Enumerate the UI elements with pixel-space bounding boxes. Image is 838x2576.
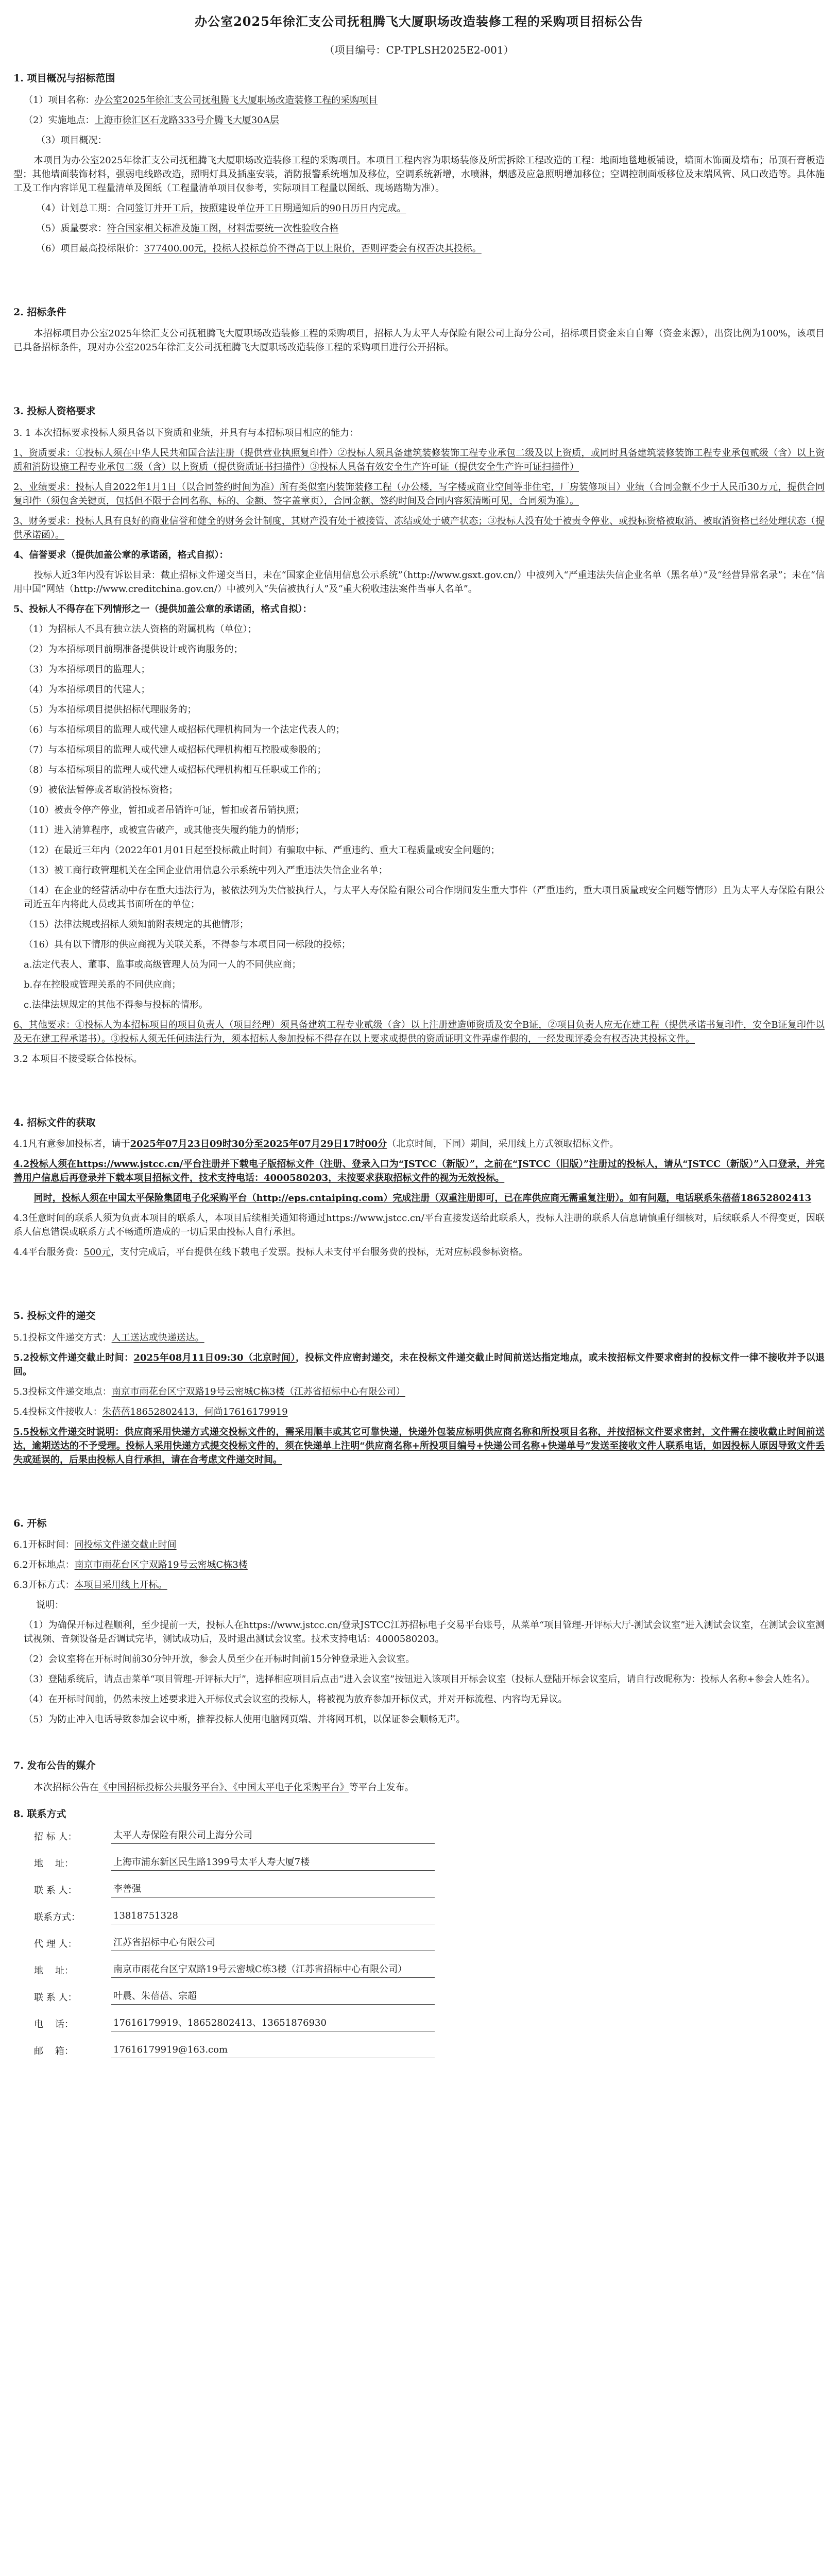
contact-person-rule: 4.3任意时间的联系人须为负责本项目的联系人，本项目后续相关通知将通过https://www.jstcc.cn/平台直接发送给此联系人，投标人注册的联系人信息请慎重仔细核对，后续联系人不得变更，因联系人信息错误或联系方式不畅通所造成的一切后果由投标人自行承担。 (13, 1213, 825, 1238)
open-time-label: 6.1开标时间： (13, 1539, 75, 1550)
project-number: （项目编号：CP-TPLSH2025E2-001） (324, 44, 514, 56)
submit-method-line (13, 1331, 825, 1345)
open-note-item: （5）为防止冲入电话导致参加会议中断，推荐投标人使用电脑网页端、并将网耳机，以保证参会顺畅无声。 (24, 1714, 466, 1725)
submit-receiver-label: 5.4投标文件接收人： (13, 1406, 102, 1417)
submit-notes: 5.5投标文件递交时说明：供应商采用快递方式递交投标文件的，需采用顺丰或其它可靠快递，快递外包装应标明供应商名称和所投项目名称，并按招标文件要求密封，文件需在接收截止时间前送达，逾期送达的不予受理。投标人采用快递方式提交投标文件的，须在快递单上注明“供应商名称+所投项目编号+快递公司名称+快递单号”发送至接收文件人联系电话，如因投标人原因导致文件丢失或延误的，后果由投标人自行承担，请在合考虑文件递交时间。 (13, 1426, 825, 1465)
qualification-exclusion-head: 5、投标人不得存在下列情形之一（提供加盖公章的承诺函，格式自拟）： (13, 603, 312, 615)
contact-value: 李善强 (111, 1882, 435, 1897)
contact-label: 电 话： (34, 2019, 74, 2030)
platform-register-text: 4.2投标人须在https://www.jstcc.cn/平台注册并下载电子版招标文件（注册、登录入口为“JSTCC（新版）”，之前在“JSTCC（旧版）”注册过的投标人，请从“JSTCC（新版）”入口登录，并完善用户信息后再登录并下载本项目招标文件，技术支持电话：4000580203，未按要求获取招标文件的视为无效投标。 (13, 1159, 825, 1183)
open-note-item: （4）在开标时间前，仍然未按上述要求进入开标仪式会议室的投标人，将被视为放弃参加开标仪式，并对开标流程、内容均无异议。 (24, 1694, 568, 1705)
section-3-heading: 3. 投标人资格要求 (13, 405, 96, 417)
contact-row (34, 2016, 825, 2031)
media-value: 《中国招标投标公共服务平台》、《中国太平电子化采购平台》 (98, 1782, 349, 1793)
price-limit-line (13, 242, 825, 256)
contact-label: 地 址： (34, 1858, 74, 1869)
project-name-value: 办公室2025年徐汇支公司抚租腾飞大厦职场改造装修工程的采购项目 (94, 94, 378, 106)
doc-period-value: 2025年07月23日09时30分至2025年07月29日17时00分 (130, 1139, 387, 1149)
contact-label: 邮 箱： (34, 2046, 74, 2057)
contact-value: 江苏省招标中心有限公司 (111, 1936, 435, 1951)
eps-register-text: 同时，投标人须在中国太平保险集团电子化采购平台（http://eps.cntaiping.com）完成注册（双重注册即可，已在库供应商无需重复注册）。如有问题，电话联系朱蓓蓓18652802413 (33, 1193, 812, 1204)
contact-row (34, 1882, 825, 1897)
open-place-label: 6.2开标地点： (13, 1560, 75, 1570)
contact-value: 南京市雨花台区宁双路19号云密城C栋3楼（江苏省招标中心有限公司） (111, 1962, 435, 1978)
exclusion-item: b.存在控股或管理关系的不同供应商； (24, 979, 181, 990)
contact-value: 叶晨、朱蓓蓓、宗超 (111, 1989, 435, 2005)
qualification-credit-body: 投标人近3年内没有诉讼目录：截止招标文件递交当日，未在“国家企业信用信息公示系统”（http://www.gsxt.gov.cn/）中被列入“严重违法失信企业名单（黑名单）”及“经营异常名录”；未在“信用中国”网站（http://www.creditchina.gov.cn/）中被列入“失信被执行人”及“重大税收违法案件当事人名单”。 (13, 569, 825, 595)
service-fee-line (13, 1245, 825, 1259)
location-label: （2）实施地点： (24, 114, 95, 126)
exclusion-item: （8）与本招标项目的监理人或代建人或招标代理机构相互任职或工作的； (24, 764, 327, 775)
exclusion-item: （2）为本招标项目前期准备提供设计或咨询服务的； (24, 643, 243, 655)
quality-label: （5）质量要求： (36, 223, 107, 234)
submit-deadline-tail: ，投标文件应密封递交，未在投标文件递交截止时间前送达指定地点，或未按招标文件要求密封的投标文件一律不接收并予以退回。 (13, 1352, 825, 1377)
doc-period-tail: （北京时间，下同）期间，采用线上方式领取招标文件。 (387, 1139, 619, 1149)
price-limit-label: （6）项目最高投标限价： (36, 243, 144, 254)
section-7-heading: 7. 发布公告的媒介 (13, 1760, 96, 1771)
submit-deadline-line (13, 1351, 825, 1379)
submit-method-label: 5.1投标文件递交方式： (13, 1332, 112, 1343)
location-value: 上海市徐汇区石龙路333号介腾飞大厦30A层 (94, 114, 279, 126)
submit-place-label: 5.3投标文件递交地点： (13, 1386, 112, 1397)
contact-label: 联系方式： (34, 1912, 80, 1923)
exclusion-item: （10）被责令停产停业，暂扣或者吊销许可证，暂扣或者吊销执照； (24, 804, 304, 816)
contact-list (13, 1828, 825, 2058)
exclusion-list (13, 622, 825, 1012)
contact-row (34, 2043, 825, 2058)
open-note-item: （2）会议室将在开标时间前30分钟开放，参会人员至少在开标时间前15分钟登录进入会议室。 (24, 1654, 415, 1665)
open-method-line (13, 1578, 825, 1592)
contact-label: 代 理 人： (34, 1939, 77, 1950)
contact-row (34, 1962, 825, 1978)
qualification-performance: 2、业绩要求：投标人自2022年1月1日（以合同签约时间为准）所有类似室内装饰装修工程（办公楼，写字楼或商业空间等非住宅，厂房装修项目）业绩（合同金额不少于人民币30万元，提供合同复印件（须包含关键页，包括但不限于合同名称、标的、金额、签字盖章页），合同金额、签约时间及合同内容须清晰可见，合同须为准）。 (13, 481, 825, 506)
media-tail: 等平台上发布。 (349, 1782, 414, 1793)
exclusion-item: （7）与本招标项目的监理人或代建人或招标代理机构相互控股或参股的； (24, 744, 327, 755)
open-method-value: 本项目采用线上开标。 (74, 1580, 167, 1590)
exclusion-item: c.法律法规规定的其他不得参与投标的情形。 (24, 999, 208, 1010)
duration-value: 合同签订并开工后，按照建设单位开工日期通知后的90日历日内完成。 (116, 202, 406, 214)
qualification-cert: 1、资质要求：①投标人须在中华人民共和国合法注册（提供营业执照复印件）②投标人须具备建筑装修装饰工程专业承包二级及以上资质，或同时具备建筑装修装饰工程专业承包贰级（含）以上资质和消防设施工程专业承包二级（含）以上资质（提供资质证书扫描件）③投标人具备有效安全生产许可证（提供安全生产许可证扫描件） (13, 447, 825, 472)
exclusion-item: （3）为本招标项目的监理人； (24, 664, 150, 675)
project-name-label: （1）项目名称： (24, 94, 95, 106)
contact-label: 联 系 人： (34, 1992, 77, 2003)
open-note-item: （1）为确保开标过程顺利，至少提前一天，投标人在https://www.jstcc.cn/登录JSTCC江苏招标电子交易平台账号，从菜单“项目管理-开评标大厅-测试会议室”进入测试会议室，在测试会议室测试视频、音频设备是否调试完毕，测试成功后，及时退出测试会议室。技术支持电话：4000580203。 (24, 1620, 825, 1645)
conditions-body: 本招标项目办公室2025年徐汇支公司抚租腾飞大厦职场改造装修工程的采购项目，招标人为太平人寿保险有限公司上海分公司，招标项目资金来自自筹（资金来源），出资比例为100%，该项目已具备招标条件，现对办公室2025年徐汇支公司抚租腾飞大厦职场改造装修工程的采购项目进行公开招标。 (13, 328, 825, 353)
submit-deadline-label: 5.2投标文件递交截止时间： (13, 1352, 134, 1363)
media-label: 本次招标公告在 (33, 1782, 99, 1793)
contact-value: 上海市浦东新区民生路1399号太平人寿大厦7楼 (111, 1855, 435, 1871)
contact-value: 17616179919、18652802413、13651876930 (111, 2016, 435, 2031)
exclusion-item: （15）法律法规或招标人须知前附表规定的其他情形； (24, 919, 249, 930)
price-limit-value: 377400.00元，投标人投标总价不得高于以上限价，否则评委会有权否决其投标。 (144, 243, 482, 254)
submit-deadline-value: 2025年08月11日09:30（北京时间） (133, 1352, 296, 1363)
exclusion-item: （6）与本招标项目的监理人或代建人或招标代理机构同为一个法定代表人的； (24, 724, 345, 735)
exclusion-item: （9）被依法暂停或者取消投标资格； (24, 784, 178, 795)
open-time-value: 同投标文件递交截止时间 (74, 1539, 177, 1550)
open-place-value: 南京市雨花台区宁双路19号云密城C栋3楼 (74, 1560, 248, 1570)
no-consortium: 3.2 本项目不接受联合体投标。 (13, 1053, 143, 1064)
contact-label: 联 系 人： (34, 1885, 77, 1896)
contact-row (34, 1855, 825, 1871)
doc-title: 办公室2025年徐汇支公司抚租腾飞大厦职场改造装修工程的采购项目招标公告 (195, 14, 643, 29)
exclusion-item: （1）为招标人不具有独立法人资格的附属机构（单位）； (24, 623, 257, 635)
open-time-line (13, 1538, 825, 1552)
section-2-heading: 2. 招标条件 (13, 306, 66, 318)
open-method-label: 6.3开标方式： (13, 1580, 75, 1590)
contact-label: 地 址： (34, 1965, 74, 1976)
exclusion-item: （12）在最近三年内（2022年01月01日起至投标截止时间）有骗取中标、严重违约、重大工程质量或安全问题的； (24, 844, 500, 856)
qualification-intro: 3. 1 本次招标要求投标人须具备以下资质和业绩，并具有与本招标项目相应的能力： (13, 427, 359, 438)
exclusion-item: （5）为本招标项目提供招标代理服务的； (24, 704, 197, 715)
qualification-finance: 3、财务要求：投标人具有良好的商业信誉和健全的财务会计制度，其财产没有处于被接管、冻结或处于破产状态；③投标人没有处于被责令停业、或投标资格被取消、被取消资格已经处理状态（提供承诺函）。 (13, 515, 825, 540)
contact-value: 13818751328 (111, 1909, 435, 1924)
doc-period-label: 4.1凡有意参加投标者，请于 (13, 1139, 130, 1149)
section-1-heading: 1. 项目概况与招标范围 (13, 73, 115, 84)
submit-method-value: 人工送达或快递送达。 (111, 1332, 204, 1343)
overview-body: 本项目为办公室2025年徐汇支公司抚租腾飞大厦职场改造装修工程的采购项目。本项目工程内容为职场装修及所需拆除工程改造的工程：地面地毯地板铺设，墙面木饰面及墙布；吊顶石膏板造型；其他墙面装饰材料，强弱电线路改造，照明灯具及插座安装，消防报警系统增加及移位，空调系统新增，水喷淋，烟感及应急照明增加移位；空调控制面板移位及末端风管、风口改造等。具体施工及工作内容详见工程量清单及图纸（工程量清单项目仅参考，实际项目工程量以图纸、现场踏勘为准）。 (13, 155, 825, 194)
exclusion-item: （13）被工商行政管理机关在全国企业信用信息公示系统中列入严重违法失信企业名单； (24, 865, 388, 876)
contact-row (34, 1909, 825, 1924)
qualification-credit-head: 4、信誉要求（提供加盖公章的承诺函，格式自拟）： (13, 549, 229, 561)
submit-place-line (13, 1385, 825, 1399)
section-5-heading: 5. 投标文件的递交 (13, 1310, 96, 1321)
quality-value: 符合国家相关标准及施工图，材料需要统一次性验收合格 (107, 223, 339, 234)
section-8-heading: 8. 联系方式 (13, 1808, 66, 1820)
media-line (13, 1781, 825, 1794)
contact-value: 太平人寿保险有限公司上海分公司 (111, 1828, 435, 1844)
location-line (13, 113, 825, 127)
open-place-line (13, 1558, 825, 1572)
doc-period-line (13, 1137, 825, 1151)
project-name-line (13, 93, 825, 107)
exclusion-item: （16）具有以下情形的供应商视为关联关系，不得参与本项目同一标段的投标； (24, 939, 351, 950)
section-6-heading: 6. 开标 (13, 1517, 47, 1529)
service-fee-label: 4.4平台服务费： (13, 1247, 84, 1258)
contact-row (34, 1936, 825, 1951)
quality-line (13, 222, 825, 235)
open-note-label: 说明： (36, 1600, 64, 1611)
exclusion-item: （11）进入清算程序，或被宣告破产，或其他丧失履约能力的情形； (24, 824, 304, 836)
contact-value: 17616179919@163.com (111, 2043, 435, 2058)
open-note-item: （3）登陆系统后，请点击菜单“项目管理-开评标大厅”，选择相应项目后点击“进入会议室”按钮进入该项目开标会议室（投标人登陆开标会议室后，请自行改昵称为：投标人名称+参会人姓名）。 (24, 1674, 815, 1685)
overview-label: （3）项目概况： (36, 134, 107, 146)
contact-label: 招 标 人： (34, 1832, 77, 1842)
exclusion-item: （4）为本招标项目的代建人； (24, 684, 150, 695)
duration-label: （4）计划总工期： (36, 202, 116, 214)
qualification-other: 6、其他要求：①投标人为本招标项目的项目负责人（项目经理）须具备建筑工程专业贰级（含）以上注册建造师资质及安全B证，②项目负责人应无在建工程（提供承诺书复印件，安全B证复印件以及无在建工程承诺书）。③投标人须无任何违法行为，须本招标人参加投标不得存在以上要求或提供的资质证明文件弄虚作假的，一经发现评委会有权否决其投标文件。 (13, 1019, 825, 1044)
section-4-heading: 4. 招标文件的获取 (13, 1116, 96, 1128)
submit-place-value: 南京市雨花台区宁双路19号云密城C栋3楼（江苏省招标中心有限公司） (111, 1386, 405, 1397)
submit-receiver-value: 朱蓓蓓18652802413，何尚17616179919 (102, 1406, 288, 1417)
contact-row (34, 1828, 825, 1844)
duration-line (13, 201, 825, 215)
submit-receiver-line (13, 1405, 825, 1419)
exclusion-item: （14）在企业的经营活动中存在重大违法行为，被依法列为失信被执行人，与太平人寿保险有限公司合作期间发生重大事件（严重违约，重大项目质量或安全问题等情形）且为太平人寿保险有限公司近五年内将此人员或其书面所在的单位； (24, 885, 825, 910)
exclusion-item: a.法定代表人、董事、监事或高级管理人员为同一人的不同供应商； (24, 959, 301, 970)
contact-row (34, 1989, 825, 2005)
service-fee-value: 500元 (83, 1247, 111, 1258)
service-fee-tail: ，支付完成后，平台提供在线下载电子发票。投标人未支付平台服务费的投标，无对应标段参标资格。 (111, 1247, 528, 1258)
open-notes-list (13, 1618, 825, 1726)
